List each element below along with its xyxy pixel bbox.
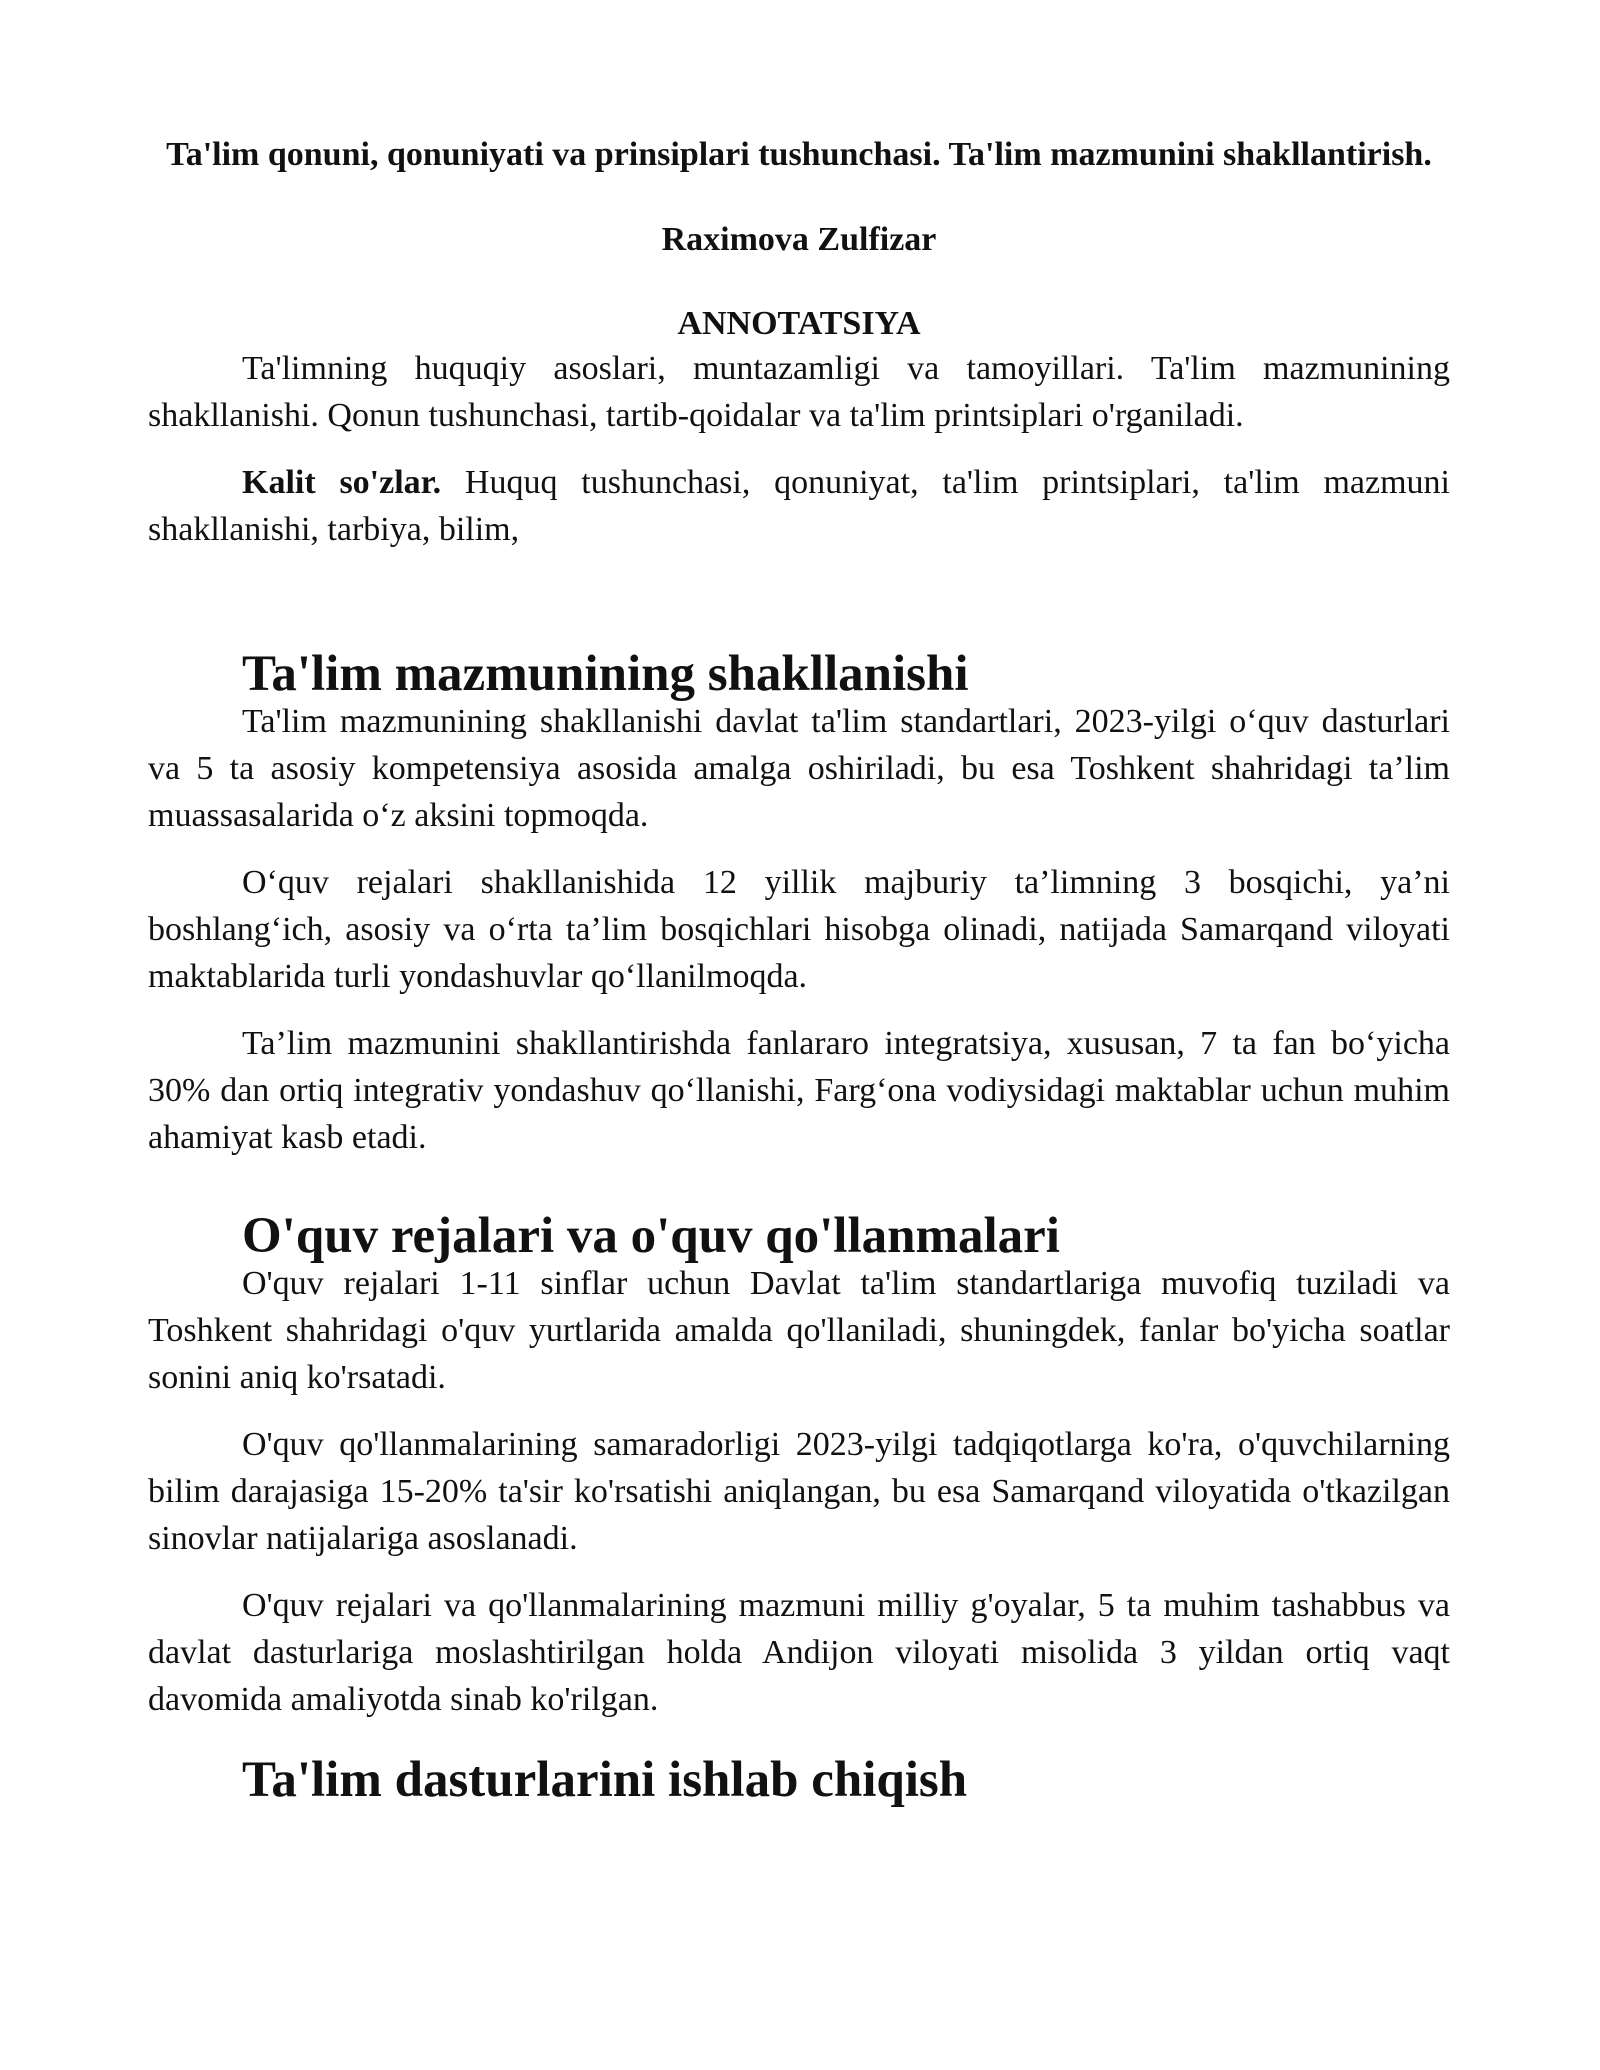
annotation-heading: ANNOTATSIYA	[677, 305, 921, 342]
document-title: Ta'lim qonuni, qonuniyati va prinsiplari tushunchasi. Ta'lim mazmunini shakllantirish.	[166, 136, 1432, 173]
keywords-paragraph	[148, 459, 1450, 553]
section-heading: O'quv rejalari va o'quv qo'llanmalari	[242, 1208, 1060, 1264]
annotation-paragraph: Ta'limning huquqiy asoslari, muntazamligi va tamoyillari. Ta'lim mazmunining shakllanishi. Qonun tushunchasi, tartib-qoidalar va ta'lim printsiplari o'rganiladi.	[148, 350, 1450, 434]
section-heading: Ta'lim dasturlarini ishlab chiqish	[242, 1752, 968, 1808]
keywords-text: Huquq tushunchasi, qonuniyat, ta'lim printsiplari, ta'lim mazmuni shakllanishi, tarbiya, bilim,	[148, 464, 1450, 548]
body-paragraph: O'quv qo'llanmalarining samaradorligi 2023-yilgi tadqiqotlarga ko'ra, o'quvchilarning bilim darajasiga 15-20% ta'sir ko'rsatishi aniqlangan, bu esa Samarqand viloyatida o'tkazilgan sinovlar natijalariga asoslanadi.	[148, 1426, 1450, 1557]
keywords-label: Kalit so'zlar.	[242, 464, 442, 501]
document-page	[148, 132, 1450, 1808]
author-name: Raximova Zulfizar	[661, 221, 937, 258]
body-paragraph: O'quv rejalari va qo'llanmalarining mazmuni milliy g'oyalar, 5 ta muhim tashabbus va davlat dasturlariga moslashtirilgan holda Andijon viloyati misolida 3 yildan ortiq vaqt davomida amaliyotda sinab ko'rilgan.	[148, 1587, 1450, 1718]
body-paragraph: Ta’lim mazmunini shakllantirishda fanlararo integratsiya, xususan, 7 ta fan bo‘yicha 30% dan ortiq integrativ yondashuv qo‘llanishi, Farg‘ona vodiysidagi maktablar uchun muhim ahamiyat kasb etadi.	[148, 1025, 1450, 1156]
body-paragraph: O'quv rejalari 1-11 sinflar uchun Davlat ta'lim standartlariga muvofiq tuziladi va Toshkent shahridagi o'quv yurtlarida amalda qo'llaniladi, shuningdek, fanlar bo'yicha soatlar sonini aniq ko'rsatadi.	[148, 1265, 1450, 1396]
body-paragraph: O‘quv rejalari shakllanishida 12 yillik majburiy ta’limning 3 bosqichi, ya’ni boshlang‘ich, asosiy va o‘rta ta’lim bosqichlari hisobga olinadi, natijada Samarqand viloyati maktablarida turli yondashuvlar qo‘llanilmoqda.	[148, 864, 1450, 995]
section-heading: Ta'lim mazmunining shakllanishi	[242, 646, 969, 702]
body-paragraph: Ta'lim mazmunining shakllanishi davlat ta'lim standartlari, 2023-yilgi o‘quv dasturlari va 5 ta asosiy kompetensiya asosida amalga oshiriladi, bu esa Toshkent shahridagi ta’lim muassasalarida o‘z aksini topmoqda.	[148, 703, 1450, 834]
